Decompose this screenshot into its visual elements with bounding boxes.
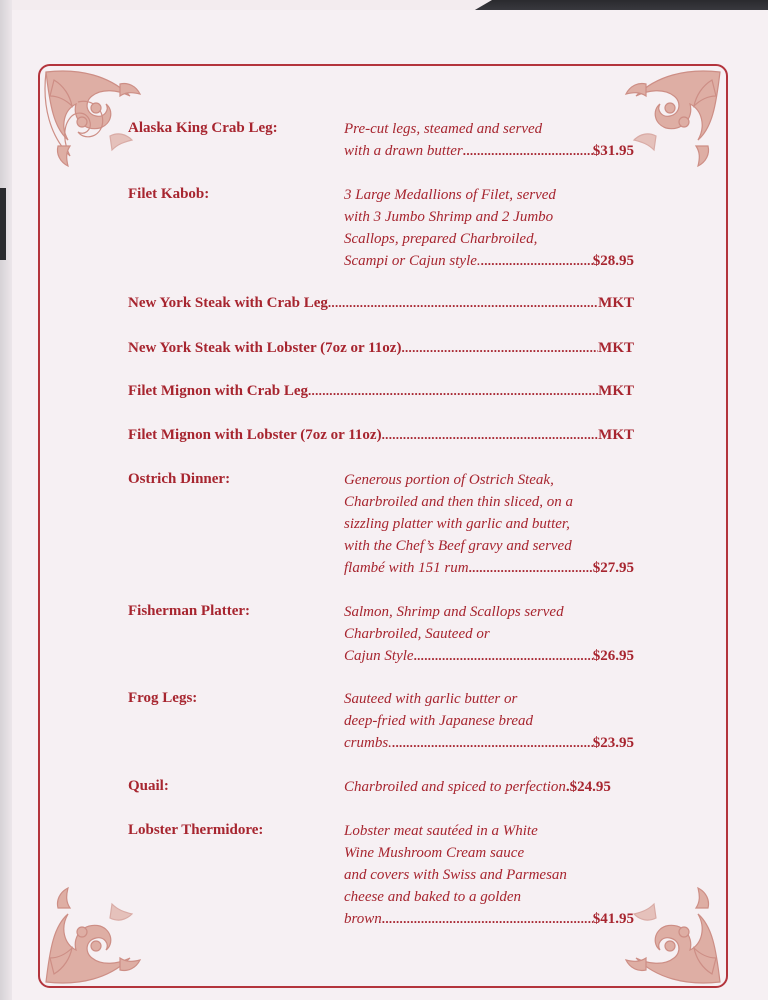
description-line: flambé with 151 rum <box>344 560 469 576</box>
dot-leader <box>308 383 598 399</box>
menu-item-price: $28.95 <box>592 253 634 269</box>
description-line: deep-fried with Japanese bread <box>344 713 533 729</box>
dot-leader <box>382 908 593 930</box>
menu-item-price: $31.95 <box>592 143 634 159</box>
menu-item-name: Filet Mignon with Crab Leg <box>128 383 308 399</box>
menu-item-description <box>344 776 634 798</box>
page-edge-left <box>0 0 12 1000</box>
description-price-line <box>344 908 634 930</box>
menu-item-description <box>344 118 634 162</box>
description-line: Charbroiled and spiced to perfection <box>344 779 566 795</box>
menu-item-name: Frog Legs: <box>128 690 198 706</box>
description-line: Generous portion of Ostrich Steak, <box>344 472 554 488</box>
dot-leader <box>392 732 593 754</box>
description-price-line <box>344 140 634 162</box>
menu-item-name: Ostrich Dinner: <box>128 471 231 487</box>
menu-item-price: MKT <box>598 427 634 443</box>
description-line: with the Chef’s Beef gravy and served <box>344 538 572 554</box>
menu-item-row <box>128 295 634 312</box>
description-line: Sauteed with garlic butter or <box>344 691 518 707</box>
description-line: Scampi or Cajun style. <box>344 253 481 269</box>
menu-item-name: Fisherman Platter: <box>128 603 251 619</box>
description-line: Pre-cut legs, steamed and served <box>344 121 543 137</box>
description-line: brown <box>344 911 382 927</box>
description-line: Charbroiled, Sauteed or <box>344 626 490 642</box>
menu-item-name: Lobster Thermidore: <box>128 822 264 838</box>
menu-item-price: $27.95 <box>592 560 634 576</box>
menu-item-description <box>344 469 634 579</box>
description-line: Wine Mushroom Cream sauce <box>344 845 525 861</box>
dot-leader <box>414 645 593 667</box>
menu-item-row <box>128 383 634 400</box>
description-line: Scallops, prepared Charbroiled, <box>344 231 538 247</box>
menu-item-description <box>344 688 634 754</box>
description-line: Lobster meat sautéed in a White <box>344 823 538 839</box>
menu-item-price: MKT <box>598 383 634 399</box>
description-line: Cajun Style <box>344 648 414 664</box>
dot-leader <box>328 295 598 311</box>
dot-leader <box>469 557 593 579</box>
menu-item-name: Alaska King Crab Leg: <box>128 120 278 136</box>
description-line: with 3 Jumbo Shrimp and 2 Jumbo <box>344 209 554 225</box>
dot-leader <box>463 140 593 162</box>
description-line: with a drawn butter <box>344 143 463 159</box>
description-line: cheese and baked to a golden <box>344 889 522 905</box>
menu-item-description <box>344 184 634 272</box>
menu-item-description <box>344 601 634 667</box>
menu-item-name: New York Steak with Crab Leg <box>128 295 328 311</box>
menu-item-name: Filet Mignon with Lobster (7oz or 11oz) <box>128 427 382 443</box>
description-price-line <box>344 776 634 798</box>
floral-scroll-icon <box>618 880 726 988</box>
menu-item-name: Quail: <box>128 778 169 794</box>
menu-item-price: $41.95 <box>592 911 634 927</box>
menu-item-price: MKT <box>598 295 634 311</box>
menu-item-row <box>128 427 634 444</box>
description-line: and covers with Swiss and Parmesan <box>344 867 567 883</box>
binder-notch <box>0 188 6 260</box>
floral-scroll-icon <box>40 880 148 988</box>
description-line: crumbs. <box>344 735 392 751</box>
menu-item-price: MKT <box>598 340 634 356</box>
menu-item-row <box>128 340 634 357</box>
floral-scroll-icon <box>618 66 726 174</box>
description-price-line <box>344 250 634 272</box>
description-line: Charbroiled and then thin sliced, on a <box>344 494 574 510</box>
menu-item-description <box>344 820 634 930</box>
description-price-line <box>344 732 634 754</box>
description-price-line <box>344 557 634 579</box>
dot-leader <box>382 427 599 443</box>
menu-item-name: New York Steak with Lobster (7oz or 11oz) <box>128 340 402 356</box>
menu-item-price: .$24.95 <box>565 779 611 795</box>
dot-leader <box>401 340 598 356</box>
description-line: 3 Large Medallions of Filet, served <box>344 187 556 203</box>
menu-item-price: $23.95 <box>592 735 634 751</box>
dot-leader <box>481 250 593 272</box>
description-line: sizzling platter with garlic and butter, <box>344 516 570 532</box>
menu-item-price: $26.95 <box>592 648 634 664</box>
description-line: Salmon, Shrimp and Scallops served <box>344 604 564 620</box>
description-price-line <box>344 645 634 667</box>
menu-item-name: Filet Kabob: <box>128 186 210 202</box>
